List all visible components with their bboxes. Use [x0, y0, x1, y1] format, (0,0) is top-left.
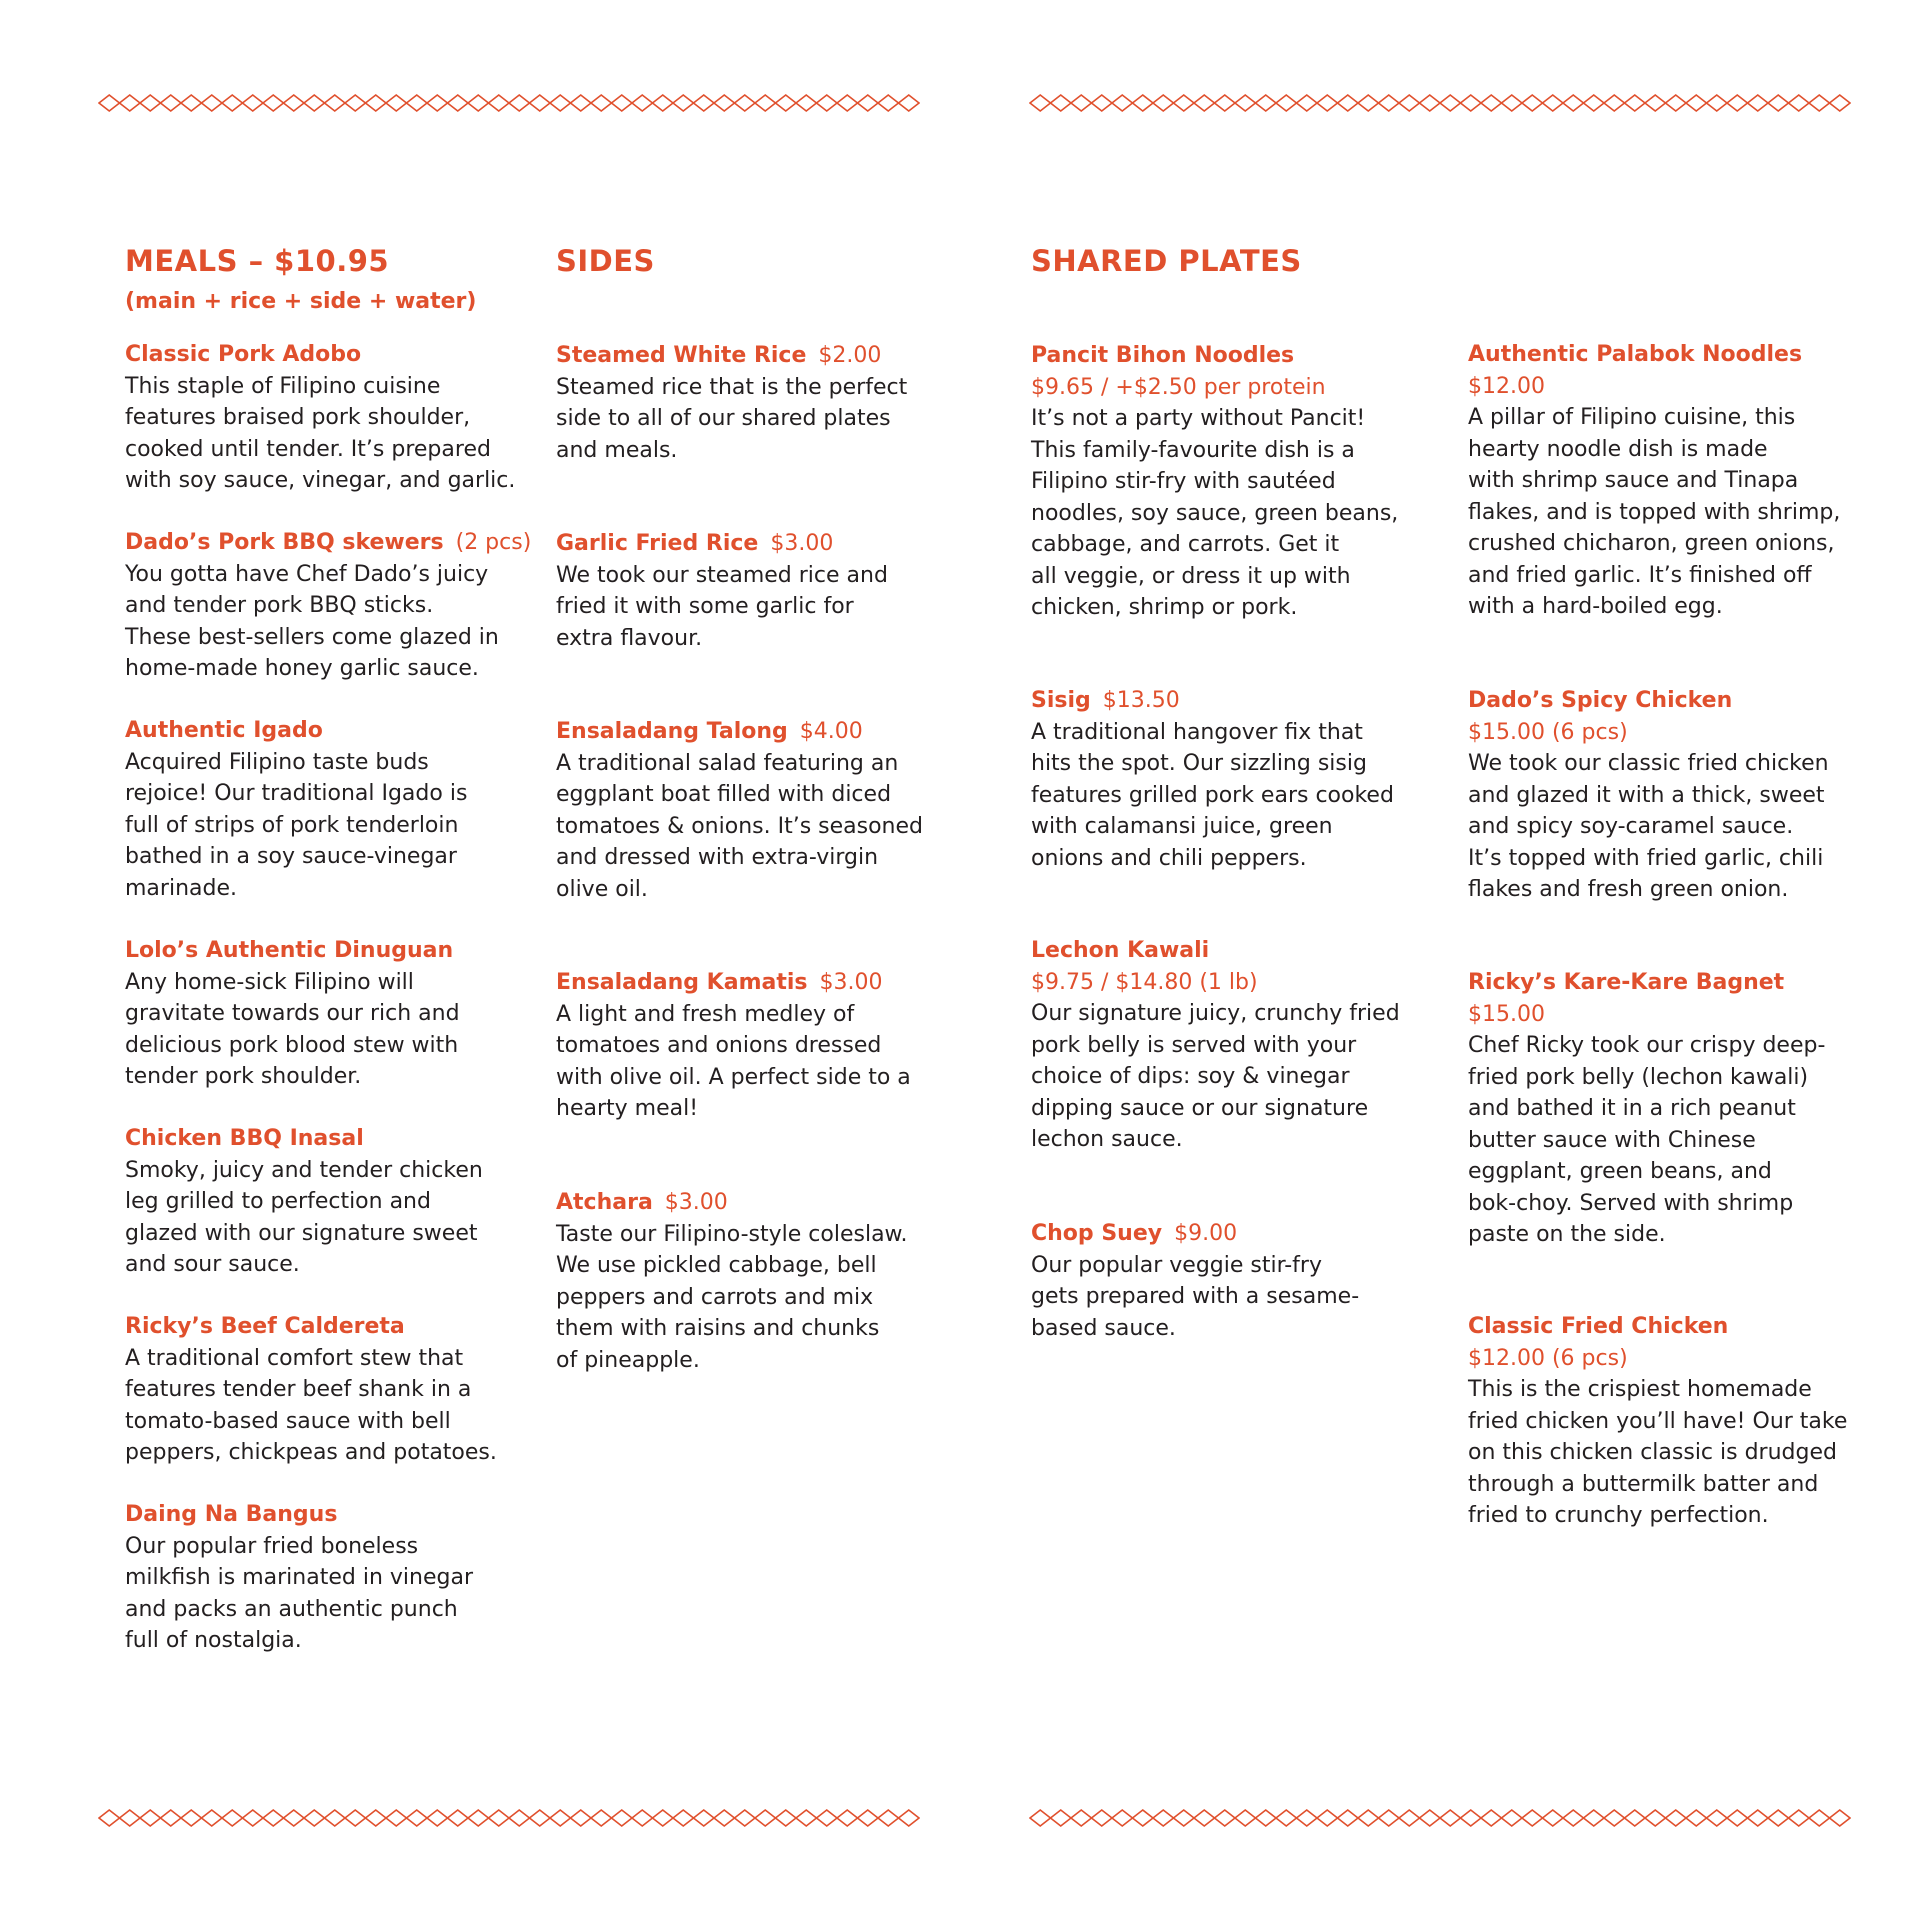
diamond-ornament: [140, 95, 161, 111]
diamond-ornament: [1809, 1810, 1830, 1826]
diamond-ornament: [1563, 1810, 1584, 1826]
diamond-ornament: [714, 1810, 735, 1826]
diamond-ornament: [1686, 1810, 1707, 1826]
meal-item: [125, 715, 525, 904]
meals-title: MEALS – $10.95: [125, 244, 390, 278]
diamond-ornament: [1563, 95, 1584, 111]
diamond-ornament: [591, 1810, 612, 1826]
shared-item-name: Authentic Palabok Noodles: [1468, 342, 1803, 367]
diamond-ornament: [837, 95, 858, 111]
diamond-ornament: [161, 1810, 182, 1826]
diamond-ornament: [1604, 1810, 1625, 1826]
diamond-ornament: [1522, 95, 1543, 111]
diamond-ornament: [1379, 95, 1400, 111]
diamond-ornament: [899, 1810, 920, 1826]
shared-item-price: $9.00: [1174, 1221, 1238, 1246]
diamond-ornament: [1420, 1810, 1441, 1826]
side-item: [556, 1187, 956, 1376]
meal-item: [125, 527, 532, 685]
diamond-ornament: [1317, 1810, 1338, 1826]
diamond-ornament: [796, 1810, 817, 1826]
diamond-ornament: [776, 1810, 797, 1826]
diamond-ornament: [735, 1810, 756, 1826]
diamond-ornament: [755, 1810, 776, 1826]
side-item: [556, 340, 956, 466]
meal-item-name: Daing Na Bangus: [125, 1502, 338, 1527]
diamond-ornament: [653, 1810, 674, 1826]
shared-item-price: $15.00 (6 pcs): [1468, 719, 1628, 745]
diamond-ornament: [612, 1810, 633, 1826]
side-item-desc: We took our steamed rice and fried it with some garlic for extra flavour.: [556, 562, 888, 651]
top-left-diamond-border: [98, 92, 920, 114]
side-item: [556, 716, 956, 905]
shared-item-price: $9.65 / +$2.50 per protein: [1031, 374, 1326, 400]
diamond-ornament: [1727, 95, 1748, 111]
diamond-ornament: [1358, 1810, 1379, 1826]
diamond-ornament: [1338, 1810, 1359, 1826]
meal-item-note: (2 pcs): [455, 530, 532, 555]
shared-item: [1468, 967, 1868, 1251]
diamond-ornament: [1153, 95, 1174, 111]
diamond-ornament: [1686, 95, 1707, 111]
diamond-ornament: [817, 1810, 838, 1826]
diamond-ornament: [1379, 1810, 1400, 1826]
diamond-ornament: [468, 95, 489, 111]
diamond-ornament: [1133, 95, 1154, 111]
side-item: [556, 967, 956, 1125]
diamond-ornament: [284, 1810, 305, 1826]
diamond-ornament: [1112, 1810, 1133, 1826]
diamond-ornament: [1338, 95, 1359, 111]
diamond-ornament: [1071, 95, 1092, 111]
side-item-price: $2.00: [818, 343, 882, 368]
diamond-ornament: [181, 1810, 202, 1826]
diamond-ornament: [1645, 95, 1666, 111]
diamond-ornament: [1051, 95, 1072, 111]
shared-item: [1468, 685, 1868, 906]
meal-item: [125, 1499, 525, 1657]
meal-item-desc: Any home-sick Filipino will gravitate towards our rich and delicious pork blood stew with tender pork shoulder.: [125, 969, 460, 1089]
diamond-ornament: [1830, 1810, 1851, 1826]
diamond-ornament: [673, 95, 694, 111]
shared-item-desc: Chef Ricky took our crispy deep- fried pork belly (lechon kawali) and bathed it in a rich peanut butter sauce with Chinese eggplant, green beans, and bok-choy. Served with shrimp paste on the side.: [1468, 1033, 1826, 1247]
shared-item-price: $9.75 / $14.80 (1 lb): [1031, 969, 1258, 995]
diamond-ornament: [1461, 95, 1482, 111]
diamond-ornament: [202, 1810, 223, 1826]
bottom-left-diamond-border: [98, 1807, 920, 1829]
diamond-ornament: [1645, 1810, 1666, 1826]
diamond-ornament: [653, 95, 674, 111]
side-item-desc: Steamed rice that is the perfect side to all of our shared plates and meals.: [556, 374, 908, 463]
diamond-ornament: [304, 95, 325, 111]
meals-subtitle: (main + rice + side + water): [125, 289, 477, 314]
diamond-ornament: [386, 95, 407, 111]
diamond-ornament: [427, 95, 448, 111]
diamond-ornament: [1543, 95, 1564, 111]
shared-item-name: Lechon Kawali: [1031, 938, 1210, 963]
diamond-ornament: [858, 1810, 879, 1826]
meal-item: [125, 1311, 525, 1469]
diamond-ornament: [1030, 1810, 1051, 1826]
diamond-ornament: [1071, 1810, 1092, 1826]
diamond-ornament: [1768, 95, 1789, 111]
diamond-ornament: [1502, 1810, 1523, 1826]
diamond-ornament: [550, 95, 571, 111]
diamond-ornament: [530, 1810, 551, 1826]
diamond-ornament: [1235, 1810, 1256, 1826]
meal-item-name: Lolo’s Authentic Dinuguan: [125, 938, 454, 963]
shared-item-name: Sisig: [1031, 688, 1091, 713]
meal-item-name: Chicken BBQ Inasal: [125, 1126, 364, 1151]
diamond-ornament: [1789, 1810, 1810, 1826]
shared-item-desc: Our popular veggie stir-fry gets prepared with a sesame- based sauce.: [1031, 1252, 1360, 1341]
diamond-ornament: [550, 1810, 571, 1826]
diamond-ornament: [632, 1810, 653, 1826]
side-item-price: $4.00: [799, 719, 863, 744]
diamond-ornament: [263, 1810, 284, 1826]
diamond-ornament: [1481, 1810, 1502, 1826]
diamond-ornament: [120, 1810, 141, 1826]
diamond-ornament: [99, 95, 120, 111]
side-item-name: Atchara: [556, 1190, 653, 1215]
diamond-ornament: [1030, 95, 1051, 111]
side-item: [556, 528, 956, 654]
diamond-ornament: [1297, 95, 1318, 111]
diamond-ornament: [345, 1810, 366, 1826]
diamond-ornament: [1235, 95, 1256, 111]
diamond-ornament: [1276, 95, 1297, 111]
diamond-ornament: [1256, 95, 1277, 111]
top-right-diamond-border: [1029, 92, 1851, 114]
diamond-ornament: [407, 95, 428, 111]
diamond-ornament: [899, 95, 920, 111]
diamond-ornament: [878, 95, 899, 111]
diamond-ornament: [222, 95, 243, 111]
diamond-ornament: [1051, 1810, 1072, 1826]
diamond-ornament: [468, 1810, 489, 1826]
diamond-ornament: [1461, 1810, 1482, 1826]
shared-item: [1031, 685, 1431, 874]
bottom-right-diamond-border: [1029, 1807, 1851, 1829]
meal-item-desc: This staple of Filipino cuisine features braised pork shoulder, cooked until tender. It’s prepared with soy sauce, vinegar, and garlic.: [125, 373, 516, 493]
diamond-ornament: [489, 1810, 510, 1826]
side-item-desc: Taste our Filipino-style coleslaw. We use pickled cabbage, bell peppers and carrots and mix them with raisins and chunks of pineapple.: [556, 1221, 908, 1373]
diamond-ornament: [120, 95, 141, 111]
side-item-name: Ensaladang Talong: [556, 719, 788, 744]
diamond-ornament: [407, 1810, 428, 1826]
diamond-ornament: [1584, 1810, 1605, 1826]
diamond-ornament: [1215, 95, 1236, 111]
diamond-ornament: [345, 95, 366, 111]
shared-item-name: Pancit Bihon Noodles: [1031, 343, 1295, 368]
side-item-desc: A traditional salad featuring an eggplant boat filled with diced tomatoes & onions. It’s seasoned and dressed with extra-virgin olive oil.: [556, 750, 923, 902]
shared-item-desc: This is the crispiest homemade fried chicken you’ll have! Our take on this chicken classic is drudged through a buttermilk batter and fried to crunchy perfection.: [1468, 1377, 1848, 1528]
diamond-ornament: [1194, 95, 1215, 111]
diamond-ornament: [1215, 1810, 1236, 1826]
diamond-ornament: [714, 95, 735, 111]
sides-title: SIDES: [556, 244, 655, 278]
side-item-name: Garlic Fried Rice: [556, 531, 759, 556]
diamond-ornament: [263, 95, 284, 111]
meal-item-desc: You gotta have Chef Dado’s juicy and tender pork BBQ sticks. These best-sellers come glazed in home-made honey garlic sauce.: [125, 561, 499, 681]
meal-item-name: Authentic Igado: [125, 718, 323, 743]
shared-item-name: Dado’s Spicy Chicken: [1468, 688, 1733, 713]
diamond-ornament: [694, 1810, 715, 1826]
diamond-ornament: [1748, 1810, 1769, 1826]
diamond-ornament: [366, 95, 387, 111]
diamond-ornament: [509, 95, 530, 111]
shared-item-desc: A traditional hangover fix that hits the spot. Our sizzling sisig features grilled pork ears cooked with calamansi juice, green onions and chili peppers.: [1031, 719, 1394, 871]
shared-item: [1468, 1311, 1868, 1532]
diamond-ornament: [694, 95, 715, 111]
diamond-ornament: [243, 1810, 264, 1826]
diamond-ornament: [1625, 95, 1646, 111]
diamond-ornament: [366, 1810, 387, 1826]
meal-item-desc: Smoky, juicy and tender chicken leg grilled to perfection and glazed with our signature sweet and sour sauce.: [125, 1157, 483, 1277]
diamond-ornament: [571, 95, 592, 111]
diamond-ornament: [858, 95, 879, 111]
diamond-ornament: [1174, 95, 1195, 111]
shared-plates-title: SHARED PLATES: [1031, 244, 1302, 278]
diamond-ornament: [1297, 1810, 1318, 1826]
diamond-ornament: [202, 95, 223, 111]
shared-item: [1031, 340, 1431, 624]
shared-item-name: Chop Suey: [1031, 1221, 1163, 1246]
diamond-ornament: [448, 95, 469, 111]
diamond-ornament: [1112, 95, 1133, 111]
diamond-ornament: [1133, 1810, 1154, 1826]
diamond-ornament: [1174, 1810, 1195, 1826]
diamond-ornament: [735, 95, 756, 111]
diamond-ornament: [837, 1810, 858, 1826]
diamond-ornament: [1522, 1810, 1543, 1826]
shared-item: [1031, 1218, 1431, 1344]
shared-item-name: Ricky’s Kare-Kare Bagnet: [1468, 970, 1785, 995]
meal-item-desc: A traditional comfort stew that features tender beef shank in a tomato-based sauce with bell peppers, chickpeas and potatoes.: [125, 1345, 497, 1465]
shared-item-price: $13.50: [1102, 688, 1180, 713]
meal-item-desc: Acquired Filipino taste buds rejoice! Our traditional Igado is full of strips of pork tenderloin bathed in a soy sauce-vinegar marinade.: [125, 749, 468, 901]
diamond-ornament: [325, 95, 346, 111]
side-item-name: Steamed White Rice: [556, 343, 807, 368]
side-item-price: $3.00: [770, 531, 834, 556]
shared-item-price: $15.00: [1468, 1001, 1545, 1027]
shared-item: [1031, 935, 1431, 1156]
diamond-ornament: [878, 1810, 899, 1826]
meal-item-desc: Our popular fried boneless milkfish is marinated in vinegar and packs an authentic punch full of nostalgia.: [125, 1533, 473, 1653]
meal-item-name: Classic Pork Adobo: [125, 342, 362, 367]
diamond-ornament: [1440, 95, 1461, 111]
shared-item-desc: A pillar of Filipino cuisine, this hearty noodle dish is made with shrimp sauce and Tinapa flakes, and is topped with shrimp, crushed chicharon, green onions, and fried garlic. It’s finished off with a hard-boiled egg.: [1468, 405, 1841, 619]
diamond-ornament: [161, 95, 182, 111]
diamond-ornament: [1276, 1810, 1297, 1826]
diamond-ornament: [1256, 1810, 1277, 1826]
diamond-ornament: [448, 1810, 469, 1826]
diamond-ornament: [1481, 95, 1502, 111]
diamond-ornament: [632, 95, 653, 111]
diamond-ornament: [1399, 1810, 1420, 1826]
meal-item: [125, 339, 525, 497]
diamond-ornament: [1830, 95, 1851, 111]
diamond-ornament: [1317, 95, 1338, 111]
diamond-ornament: [530, 95, 551, 111]
shared-item: [1468, 339, 1868, 623]
diamond-ornament: [140, 1810, 161, 1826]
diamond-ornament: [1092, 1810, 1113, 1826]
diamond-ornament: [427, 1810, 448, 1826]
diamond-ornament: [571, 1810, 592, 1826]
side-item-price: $3.00: [664, 1190, 728, 1215]
diamond-ornament: [1809, 95, 1830, 111]
diamond-ornament: [1584, 95, 1605, 111]
diamond-ornament: [1358, 95, 1379, 111]
diamond-ornament: [489, 95, 510, 111]
diamond-ornament: [673, 1810, 694, 1826]
diamond-ornament: [243, 95, 264, 111]
diamond-ornament: [1604, 95, 1625, 111]
diamond-ornament: [1707, 1810, 1728, 1826]
shared-item-desc: We took our classic fried chicken and glazed it with a thick, sweet and spicy soy-caramel sauce. It’s topped with fried garlic, chili flakes and fresh green onion.: [1468, 751, 1829, 902]
meal-item-name: Dado’s Pork BBQ skewers: [125, 530, 444, 555]
diamond-ornament: [386, 1810, 407, 1826]
diamond-ornament: [1153, 1810, 1174, 1826]
meal-item: [125, 935, 525, 1093]
diamond-ornament: [1399, 95, 1420, 111]
diamond-ornament: [181, 95, 202, 111]
diamond-ornament: [99, 1810, 120, 1826]
diamond-ornament: [1727, 1810, 1748, 1826]
diamond-ornament: [1768, 1810, 1789, 1826]
side-item-price: $3.00: [819, 970, 883, 995]
diamond-ornament: [591, 95, 612, 111]
diamond-ornament: [755, 95, 776, 111]
meal-item: [125, 1123, 525, 1281]
diamond-ornament: [325, 1810, 346, 1826]
diamond-ornament: [509, 1810, 530, 1826]
diamond-ornament: [304, 1810, 325, 1826]
diamond-ornament: [1502, 95, 1523, 111]
diamond-ornament: [1440, 1810, 1461, 1826]
diamond-ornament: [1194, 1810, 1215, 1826]
diamond-ornament: [796, 95, 817, 111]
diamond-ornament: [1420, 95, 1441, 111]
shared-item-desc: Our signature juicy, crunchy fried pork belly is served with your choice of dips: soy & vinegar dipping sauce or our signature lechon sauce.: [1031, 1001, 1400, 1152]
diamond-ornament: [612, 95, 633, 111]
meal-item-name: Ricky’s Beef Caldereta: [125, 1314, 405, 1339]
side-item-name: Ensaladang Kamatis: [556, 970, 808, 995]
shared-item-desc: It’s not a party without Pancit! This family-favourite dish is a Filipino stir-fry with sautéed noodles, soy sauce, green beans, cabbage, and carrots. Get it all veggie, or dress it up with chicken, shrimp or pork.: [1031, 406, 1399, 620]
shared-item-price: $12.00 (6 pcs): [1468, 1345, 1628, 1371]
diamond-ornament: [1748, 95, 1769, 111]
diamond-ornament: [1625, 1810, 1646, 1826]
diamond-ornament: [284, 95, 305, 111]
diamond-ornament: [817, 95, 838, 111]
diamond-ornament: [776, 95, 797, 111]
shared-item-name: Classic Fried Chicken: [1468, 1314, 1729, 1339]
diamond-ornament: [1789, 95, 1810, 111]
diamond-ornament: [1666, 95, 1687, 111]
diamond-ornament: [1666, 1810, 1687, 1826]
diamond-ornament: [1707, 95, 1728, 111]
shared-item-price: $12.00: [1468, 373, 1545, 399]
diamond-ornament: [1543, 1810, 1564, 1826]
side-item-desc: A light and fresh medley of tomatoes and onions dressed with olive oil. A perfect side to a hearty meal!: [556, 1001, 911, 1121]
diamond-ornament: [222, 1810, 243, 1826]
diamond-ornament: [1092, 95, 1113, 111]
